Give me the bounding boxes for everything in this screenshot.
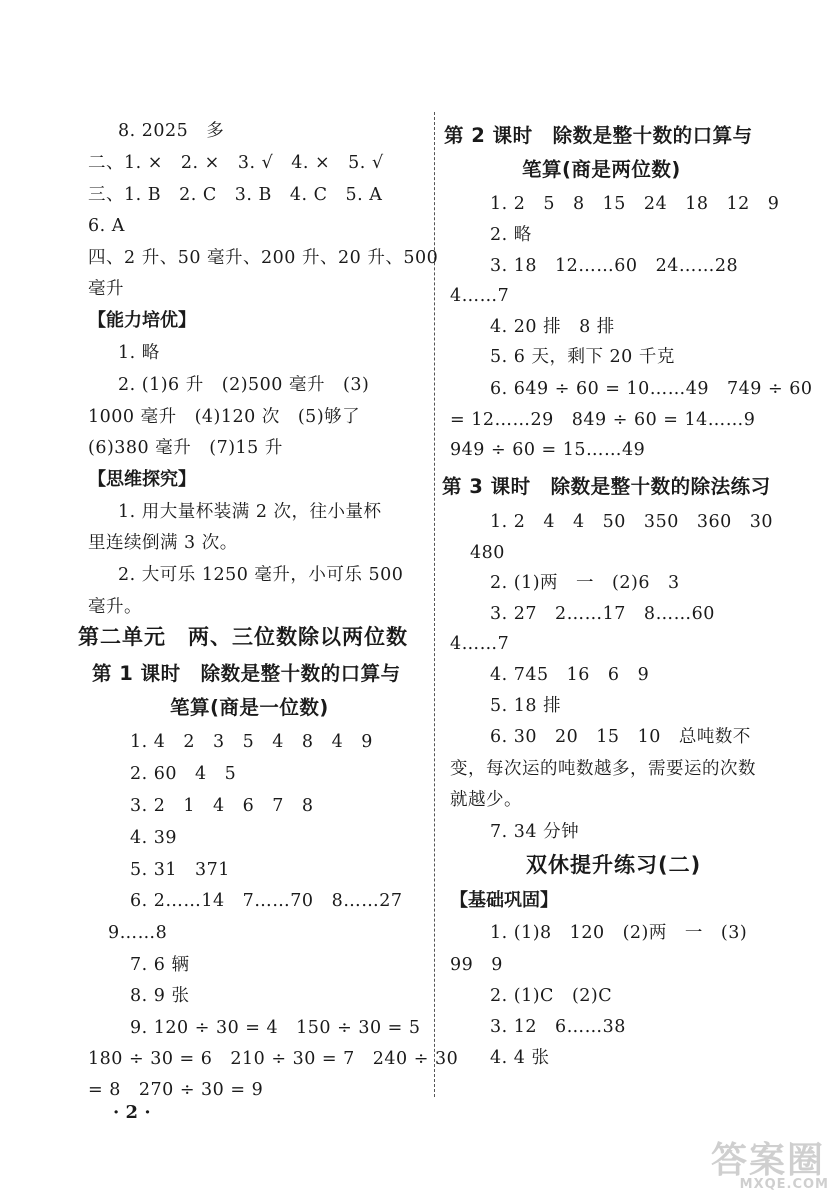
answer-line: 2. 大可乐 1250 毫升，小可乐 500 [118, 565, 404, 585]
answer-line: 1. 用大量杯装满 2 次，往小量杯 [118, 502, 382, 522]
answer-line: 二、1. × 2. × 3. √ 4. × 5. √ [88, 153, 384, 173]
section-label: 【思维探究】 [88, 469, 196, 490]
answer-line: 3. 18 12……60 24……28 [490, 256, 739, 276]
answer-line: 4. 745 16 6 9 [490, 665, 650, 685]
practice-title: 双休提升练习(二) [526, 853, 702, 877]
answer-line: 2. 60 4 5 [130, 764, 237, 784]
answer-line: 里连续倒满 3 次。 [88, 533, 238, 553]
answer-line: 1. 略 [118, 343, 160, 363]
page-number: · 2 · [113, 1102, 151, 1123]
answer-line: 180 ÷ 30 = 6 210 ÷ 30 = 7 240 ÷ 30 [88, 1049, 459, 1069]
answer-line: 1000 毫升 (4)120 次 (5)够了 [88, 407, 361, 427]
watermark-url: MXQE.COM [739, 1177, 829, 1192]
lesson-title: 第 1 课时 除数是整十数的口算与 [92, 662, 401, 685]
unit-title: 第二单元 两、三位数除以两位数 [78, 625, 408, 649]
answer-line: 6. 30 20 15 10 总吨数不 [490, 727, 751, 747]
answer-line: = 12……29 849 ÷ 60 = 14……9 [450, 410, 756, 430]
answer-line: 1. 4 2 3 5 4 8 4 9 [130, 732, 373, 752]
answer-line: 4. 39 [130, 828, 178, 848]
answer-line: 毫升。 [88, 597, 142, 617]
answer-line: 变，每次运的吨数越多，需要运的次数 [450, 759, 756, 779]
answer-line: 7. 6 辆 [130, 955, 190, 975]
answer-line: 5. 31 371 [130, 860, 230, 880]
column-divider [434, 112, 435, 1097]
answer-line: 4. 20 排 8 排 [490, 317, 615, 337]
watermark-logo [701, 1132, 831, 1192]
lesson-subtitle: 笔算(商是两位数) [522, 158, 681, 181]
answer-line: 4……7 [450, 634, 510, 654]
answer-line: 1. (1)8 120 (2)两 一 (3) [490, 923, 748, 943]
answer-line: (6)380 毫升 (7)15 升 [88, 438, 283, 458]
answer-line: 就越少。 [450, 790, 522, 810]
answer-line: 99 9 [450, 955, 503, 975]
answer-line: 480 [470, 543, 505, 563]
answer-line: 3. 2 1 4 6 7 8 [130, 796, 314, 816]
answer-line: 三、1. B 2. C 3. B 4. C 5. A [88, 185, 383, 205]
answer-line: 8. 9 张 [130, 986, 190, 1006]
answer-line: 四、2 升、50 毫升、200 升、20 升、500 [88, 248, 439, 268]
answer-line: 1. 2 4 4 50 350 360 30 [490, 512, 774, 532]
answer-line: 5. 6 天，剩下 20 千克 [490, 347, 675, 367]
answer-line: 2. (1)6 升 (2)500 毫升 (3) [118, 375, 370, 395]
lesson-title: 第 2 课时 除数是整十数的口算与 [444, 124, 753, 147]
answer-line: 3. 12 6……38 [490, 1017, 626, 1037]
answer-line: 5. 18 排 [490, 696, 562, 716]
answer-line: 6. A [88, 216, 125, 236]
answer-line: 3. 27 2……17 8……60 [490, 604, 715, 624]
answer-line: 1. 2 5 8 15 24 18 12 9 [490, 194, 780, 214]
answer-line: 6. 2……14 7……70 8……27 [130, 891, 403, 911]
answer-line: 949 ÷ 60 = 15……49 [450, 440, 646, 460]
section-label: 【能力培优】 [88, 310, 196, 331]
answer-line: 2. (1)两 一 (2)6 3 [490, 573, 680, 593]
watermark-text: 答案圈 [710, 1140, 825, 1181]
answer-line: 2. 略 [490, 225, 532, 245]
answer-line: 7. 34 分钟 [490, 822, 580, 842]
lesson-subtitle: 笔算(商是一位数) [170, 696, 329, 719]
answer-line: 4……7 [450, 286, 510, 306]
lesson-title: 第 3 课时 除数是整十数的除法练习 [442, 475, 771, 498]
answer-line: 8. 2025 多 [118, 121, 225, 141]
answer-line: 2. (1)C (2)C [490, 986, 613, 1006]
answer-line: 6. 649 ÷ 60 = 10……49 749 ÷ 60 [490, 379, 813, 399]
answer-line: 9. 120 ÷ 30 = 4 150 ÷ 30 = 5 [130, 1018, 421, 1038]
section-label: 【基础巩固】 [450, 890, 558, 911]
answer-line: 4. 4 张 [490, 1048, 550, 1068]
answer-line: = 8 270 ÷ 30 = 9 [88, 1080, 264, 1100]
answer-line: 毫升 [88, 279, 124, 299]
answer-line: 9……8 [108, 923, 168, 943]
